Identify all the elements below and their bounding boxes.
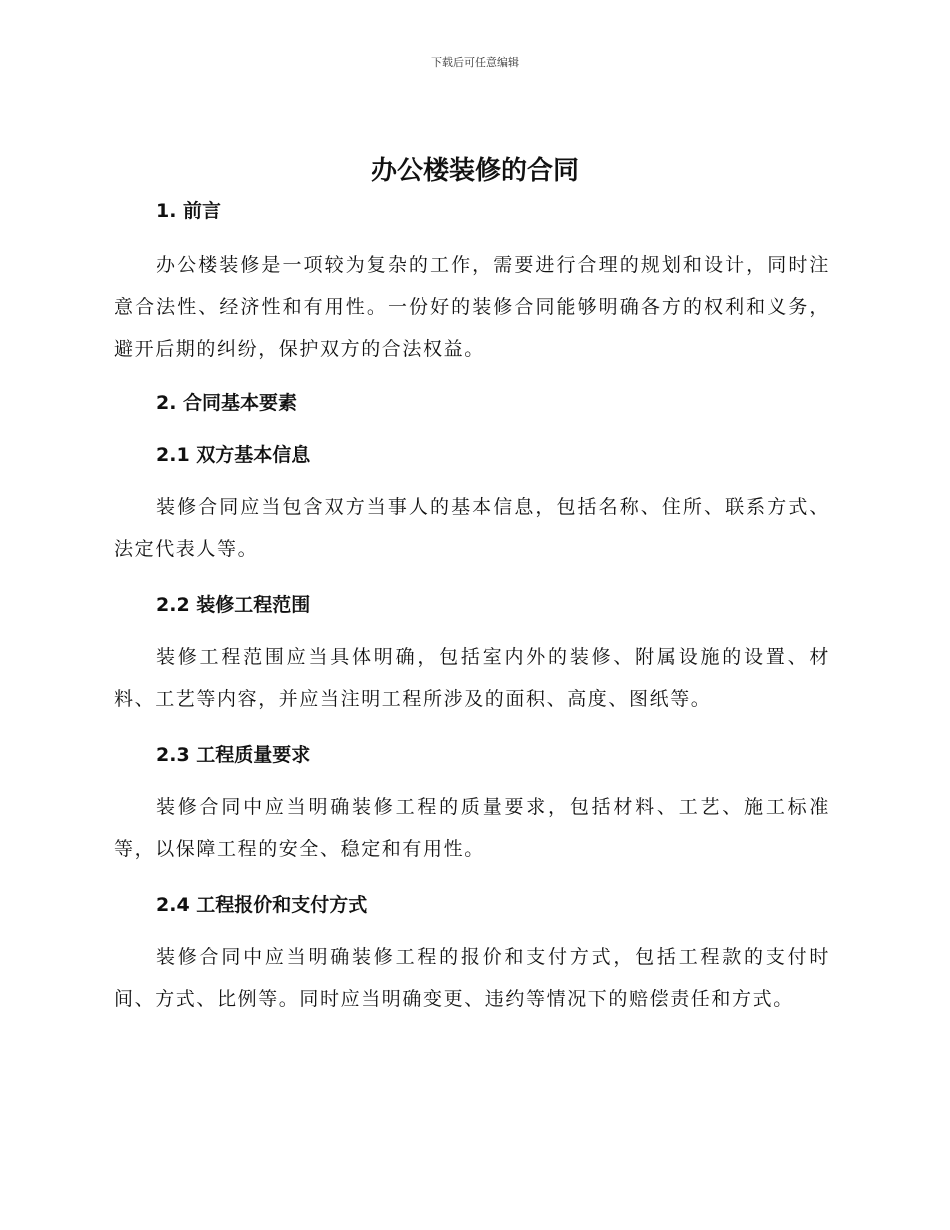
section-heading-party-info: 2.1 双方基本信息: [156, 444, 311, 466]
document-title: 办公楼装修的合同: [370, 156, 579, 186]
section-paragraph-party-info: 装修合同应当包含双方当事人的基本信息，包括名称、住所、联系方式、法定代表人等。: [114, 496, 830, 560]
section-heading-basic-elements: 2. 合同基本要素: [156, 392, 298, 414]
header-note: 下载后可任意编辑: [431, 56, 519, 69]
section-heading-quality-requirements: 2.3 工程质量要求: [156, 744, 311, 766]
section-heading-project-scope: 2.2 装修工程范围: [156, 594, 311, 616]
section-paragraph-preface: 办公楼装修是一项较为复杂的工作，需要进行合理的规划和设计，同时注意合法性、经济性和有用性。一份好的装修合同能够明确各方的权利和义务，避开后期的纠纷，保护双方的合法权益。: [114, 254, 830, 360]
section-paragraph-quality-requirements: 装修合同中应当明确装修工程的质量要求，包括材料、工艺、施工标准等，以保障工程的安全、稳定和有用性。: [114, 796, 830, 860]
section-heading-preface: 1. 前言: [156, 200, 222, 222]
section-paragraph-quote-payment: 装修合同中应当明确装修工程的报价和支付方式，包括工程款的支付时间、方式、比例等。同时应当明确变更、违约等情况下的赔偿责任和方式。: [114, 946, 830, 1010]
document-body: [114, 196, 830, 1020]
section-heading-quote-payment: 2.4 工程报价和支付方式: [156, 894, 368, 916]
section-paragraph-project-scope: 装修工程范围应当具体明确，包括室内外的装修、附属设施的设置、材料、工艺等内容，并应当注明工程所涉及的面积、高度、图纸等。: [114, 646, 830, 710]
